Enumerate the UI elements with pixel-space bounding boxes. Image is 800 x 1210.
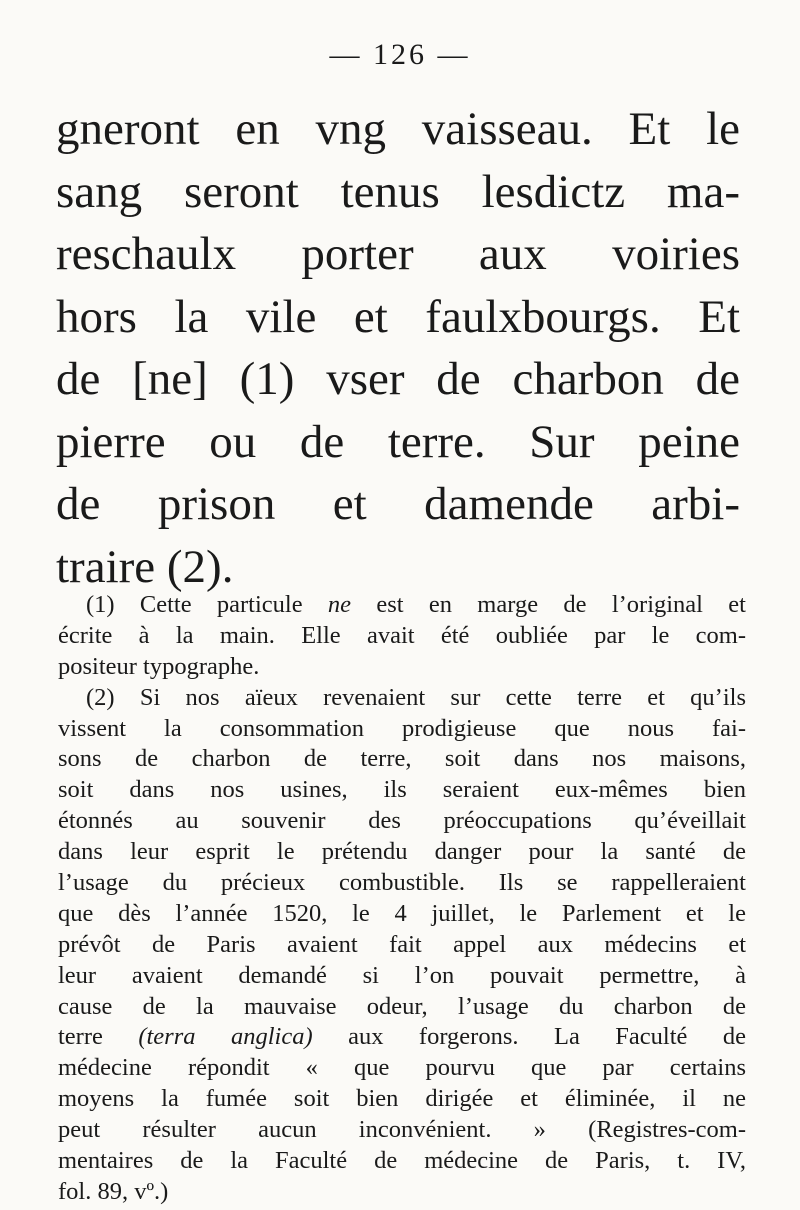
footnote-line (58, 590, 746, 621)
main-line: de [ne] (1) vser de charbon de (56, 353, 740, 405)
footnote-text: (1) Cette particule (86, 591, 328, 618)
main-line: reschaulx porter aux voiries (56, 228, 740, 280)
footnote-line: sons de charbon de terre, soit dans nos maisons, (58, 745, 746, 773)
footnote-italic: (terra anglica) (138, 1023, 313, 1051)
footnote-text: aux forgerons. La Faculté de (312, 1023, 746, 1051)
footnote-line: médecine répondit « que pourvu que par certains (58, 1054, 746, 1082)
footnote-line: soit dans nos usines, ils seraient eux-mêmes bien (58, 776, 746, 804)
footnote-line: dans leur esprit le prétendu danger pour la santé de (58, 838, 746, 866)
main-text (56, 98, 740, 598)
footnote-line (58, 1022, 746, 1053)
footnote-line: mentaires de la Faculté de médecine de Paris, t. IV, (58, 1147, 746, 1175)
footnote-line: cause de la mauvaise odeur, l’usage du charbon de (58, 992, 746, 1020)
footnote-italic: ne (327, 591, 352, 618)
footnote-line: prévôt de Paris avaient fait appel aux médecins et (58, 930, 746, 958)
footnote-line: étonnés au souvenir des préoccupations qu’éveillait (58, 807, 746, 835)
footnote-line: vissent la consommation prodigieuse que nous fai- (58, 714, 746, 742)
main-line: de prison et damende arbi- (56, 478, 740, 530)
footnote-line: peut résulter aucun inconvénient. » (Registres-com- (58, 1116, 746, 1144)
footnote-text: terre (58, 1023, 139, 1051)
footnote-line: fol. 89, vº.) (58, 1177, 169, 1205)
main-line: sang seront tenus lesdictz ma- (56, 165, 740, 218)
main-line: pierre ou de terre. Sur peine (56, 415, 740, 468)
footnote-1 (58, 590, 746, 683)
main-line: traire (2). (56, 540, 234, 593)
footnote-line: écrite à la main. Elle avait été oubliée par le com- (58, 621, 746, 649)
main-line: hors la vile et faulxbourgs. Et (56, 290, 740, 343)
footnote-line: que dès l’année 1520, le 4 juillet, le Parlement et le (58, 899, 746, 927)
footnote-line: leur avaient demandé si l’on pouvait permettre, à (58, 961, 746, 989)
footnote-line: moyens la fumée soit bien dirigée et éliminée, il ne (58, 1085, 746, 1113)
main-line: gneront en vng vaisseau. Et le (56, 103, 740, 155)
footnote-2 (58, 683, 746, 1208)
page-number: — 126 — (329, 38, 471, 71)
footnote-line: l’usage du précieux combustible. Ils se rappelleraient (58, 869, 746, 897)
footnote-line: positeur typographe. (58, 652, 260, 680)
footnote-text: est en marge de l’original et (351, 591, 746, 618)
footnote-line: (2) Si nos aïeux revenaient sur cette terre et qu’ils (86, 683, 746, 711)
footnotes (58, 590, 746, 1208)
